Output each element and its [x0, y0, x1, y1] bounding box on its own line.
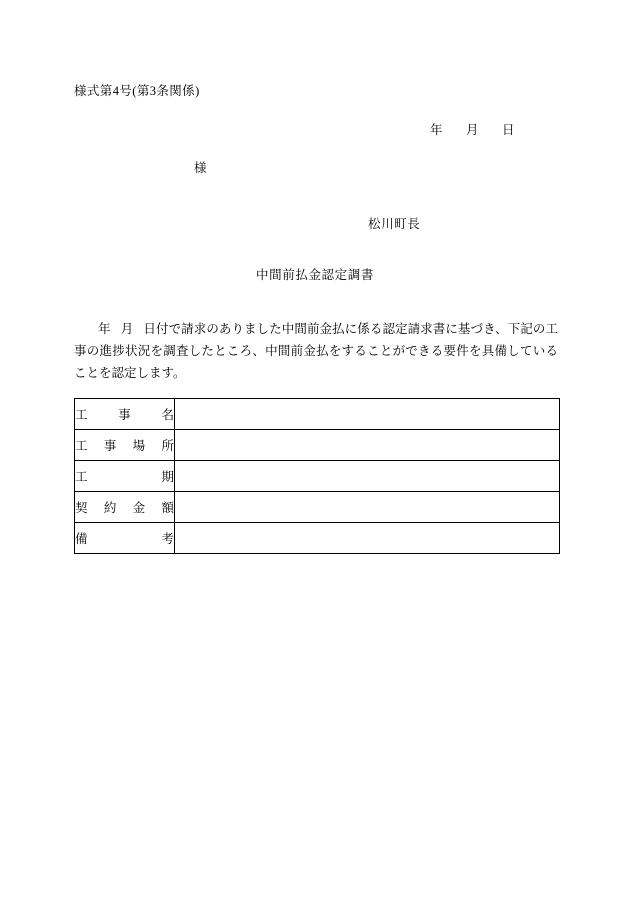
label-char: 事 [103, 439, 117, 453]
row-value-remarks[interactable] [175, 523, 560, 554]
table-row [75, 523, 560, 554]
label-char: 約 [103, 501, 117, 515]
body-line-2: の進捗状況を調査したところ、中間前金払をすることができる要件を具備していることを [74, 344, 558, 380]
label-char: 考 [161, 532, 174, 546]
form-number: 様式第4号(第3条関係) [74, 84, 200, 98]
body-date-year: 年 [98, 322, 111, 336]
date-line [430, 120, 542, 138]
label-char: 事 [118, 408, 131, 422]
table-row [75, 492, 560, 523]
issuer-name: 松川町長 [368, 217, 421, 231]
form-table [74, 398, 560, 554]
row-label-period [75, 461, 175, 492]
label-char: 名 [161, 408, 174, 422]
row-label-remarks [75, 523, 175, 554]
label-char: 工 [75, 470, 88, 484]
row-value-work-name[interactable] [175, 399, 560, 430]
body-line-1: 日付で請求のありました中間前金払に係る認定請求書に基づき、下記の工事 [74, 322, 558, 358]
document-title: 中間前払金認定調書 [256, 268, 374, 282]
addressee: 様 [194, 161, 207, 175]
table-row [75, 399, 560, 430]
form-table-wrapper [74, 398, 558, 554]
label-char: 所 [161, 439, 174, 453]
label-char: 額 [161, 501, 174, 515]
label-char: 期 [161, 470, 174, 484]
date-day: 日 [502, 123, 515, 137]
date-month: 月 [466, 123, 479, 137]
row-label-work-site [75, 430, 175, 461]
row-value-contract-amount[interactable] [175, 492, 560, 523]
label-char: 工 [75, 408, 88, 422]
label-char: 金 [132, 501, 146, 515]
table-row [75, 461, 560, 492]
row-label-work-name [75, 399, 175, 430]
row-value-work-site[interactable] [175, 430, 560, 461]
body-line-3: 認定します。 [111, 366, 186, 380]
label-char: 場 [132, 439, 146, 453]
body-paragraph [74, 318, 558, 384]
label-char: 契 [75, 501, 88, 515]
table-row [75, 430, 560, 461]
date-year: 年 [430, 123, 443, 137]
row-label-contract-amount [75, 492, 175, 523]
row-value-period[interactable] [175, 461, 560, 492]
label-char: 備 [75, 532, 88, 546]
label-char: 工 [75, 439, 88, 453]
body-date-month: 月 [120, 322, 134, 336]
